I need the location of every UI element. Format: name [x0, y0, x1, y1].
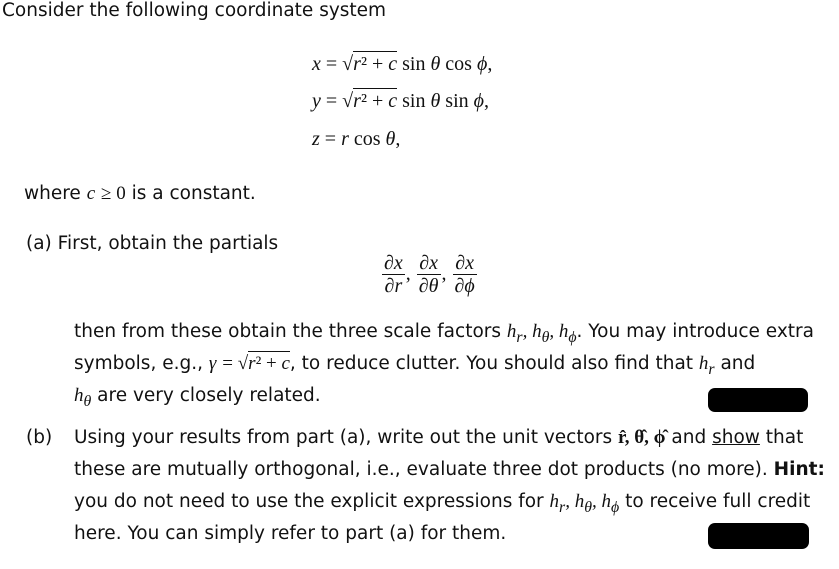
- intro-text: Consider the following coordinate system: [2, 0, 387, 21]
- equation-y: y = √r² + c sin θ sin ϕ,: [312, 90, 489, 112]
- part-a-line-3: $h_\theta$ are very closely related.: [74, 385, 321, 410]
- part-a-label: (a): [26, 233, 52, 254]
- redaction-mark: [708, 388, 808, 412]
- part-a-heading: [26, 233, 278, 254]
- equation-x: x = √r² + c sin θ cos ϕ,: [312, 53, 493, 75]
- part-b-line-2: [74, 459, 825, 480]
- partials-expression: $\frac{\partial x}{\partial r}$ , $\frac{\partial x}{\partial\theta}$ , $\frac{\partial x}{\partial\phi}$: [384, 252, 475, 297]
- part-b-line-4: here. You can simply refer to part (a) for them.: [74, 523, 507, 544]
- part-b-line-2-text: these are mutually orthogonal, i.e., evaluate three dot products (no more).: [74, 459, 768, 480]
- hint-label: Hint:: [773, 459, 825, 480]
- redaction-mark: [708, 523, 809, 549]
- part-a-line-1: then from these obtain the three scale factors $h_r$, $h_\theta$, $h_\phi$. You may introduce extra: [74, 321, 815, 346]
- constant-note: where c ≥ 0 is a constant.: [24, 183, 256, 204]
- part-a-lead: First, obtain the partials: [57, 233, 279, 254]
- part-b-line-1: Using your results from part (a), write out the unit vectors r̂, θ̂, ϕ̂ and show that: [74, 427, 804, 448]
- part-a-line-2: symbols, e.g., γ = √r² + c, to reduce clutter. You should also find that $h_r$ and: [74, 353, 756, 378]
- equation-z: z = r cos θ,: [312, 128, 401, 150]
- part-b-label: (b): [26, 427, 53, 448]
- part-b-line-3: you do not need to use the explicit expressions for $h_r$, $h_\theta$, $h_\phi$ to receive full credit: [74, 491, 811, 516]
